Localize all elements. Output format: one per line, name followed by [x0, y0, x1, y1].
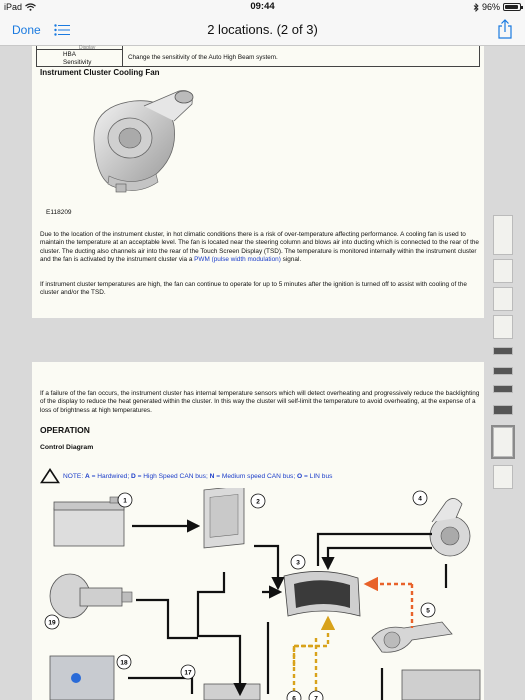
page-thumbnail[interactable] [493, 315, 513, 339]
control-diagram [32, 488, 484, 700]
callout-4 [413, 491, 427, 505]
paragraph-text: Due to the location of the instrument cluster, in hot climatic conditions there is a risk of over-temperature affecting performance. A cooling fan is used to maintain the temperature at an acceptable level. The fan is located near the steering column and blows air into ducting which is connected to the rear of the cluster. The ducting also channels air into the rear of the Touch Screen Display (TSD). The temperature is monitored internally within the instrument cluster and the fan is activated by the instrument cluster via a [40, 231, 479, 263]
device-name: iPad [4, 2, 23, 12]
table-cell-sensitivity: Sensitivity [63, 59, 92, 66]
note-key: O [297, 472, 303, 480]
svg-text:7: 7 [314, 695, 318, 700]
page-thumbnail[interactable] [493, 347, 513, 355]
done-button[interactable]: Done [12, 23, 41, 37]
share-icon[interactable] [497, 19, 513, 39]
svg-text:4: 4 [418, 495, 422, 503]
table-cell-description: Change the sensitivity of the Auto High Beam system. [128, 54, 278, 61]
page-thumbnail[interactable] [493, 259, 513, 283]
diagram-note [40, 468, 332, 484]
bottom-module-component [402, 670, 480, 700]
pwm-link[interactable]: PWM (pulse width modulation) [194, 255, 281, 263]
note-value: = Hardwired; [89, 472, 131, 480]
svg-text:6: 6 [292, 695, 296, 700]
note-value: = High Speed CAN bus; [135, 472, 210, 480]
nav-bar [0, 14, 525, 46]
callout-17 [181, 665, 195, 679]
svg-text:3: 3 [296, 559, 300, 567]
paragraph-fan-description [40, 231, 484, 264]
battery-percent: 96% [481, 2, 500, 12]
page-thumbnail[interactable] [493, 405, 513, 415]
svg-text:18: 18 [120, 659, 128, 667]
page-thumbnail-current[interactable] [493, 427, 513, 457]
bluetooth-icon [473, 3, 479, 12]
hba-table-row [36, 46, 480, 67]
warning-triangle-icon [40, 468, 60, 484]
operation-heading: OPERATION [40, 425, 90, 435]
table-cell-hba: HBA [63, 51, 76, 58]
document-page-2[interactable] [32, 362, 484, 700]
callout-6 [287, 691, 301, 700]
note-prefix: NOTE: [63, 472, 85, 480]
callout-18 [117, 655, 131, 669]
paragraph-text: signal. [280, 255, 302, 263]
svg-text:19: 19 [48, 619, 56, 627]
page-title: 2 locations. (2 of 3) [207, 22, 318, 37]
instrument-cluster-component [284, 571, 360, 616]
cooling-fan-illustration [74, 86, 204, 206]
clock: 09:44 [250, 1, 275, 12]
battery-icon [503, 3, 521, 11]
page-thumbnail[interactable] [493, 367, 513, 375]
page-thumbnail[interactable] [493, 385, 513, 393]
svg-text:5: 5 [426, 607, 430, 615]
svg-text:17: 17 [184, 669, 192, 677]
brake-booster-component [50, 574, 132, 618]
callout-1 [118, 493, 132, 507]
page-thumbnail[interactable] [493, 465, 513, 489]
callout-5 [421, 603, 435, 617]
callout-2 [251, 494, 265, 508]
note-value: = Medium speed CAN bus; [214, 472, 298, 480]
paragraph-fan-failure: If a failure of the fan occurs, the instrument cluster has internal temperature sensors which will detect overheating and progressively reduce the backlighting of the display to reduce the heat generated within the cluster. In this way the cluster will self-limit the temperature to avoid overheating, at the expense of a loss of brightness at high temperatures. [40, 390, 480, 414]
control-diagram-heading: Control Diagram [40, 444, 94, 451]
table-cell-feature [37, 46, 123, 66]
table-cell-previous: Display [79, 45, 96, 51]
paragraph-fan-afterrun: If instrument cluster temperatures are high, the fan can continue to operate for up to 5 minutes after the ignition is turned off to assist with cooling of the cluster and/or the TSD. [40, 281, 467, 297]
callout-19 [45, 615, 59, 629]
callout-3 [291, 555, 305, 569]
junction-box-component [204, 488, 244, 548]
svg-text:1: 1 [123, 497, 127, 505]
note-value: = LIN bus [302, 472, 333, 480]
module-component [50, 656, 114, 700]
note-key: D [130, 472, 136, 480]
section-heading: Instrument Cluster Cooling Fan [40, 68, 160, 77]
bottom-center-component [204, 684, 260, 700]
page-thumbnail[interactable] [493, 215, 513, 255]
fan-component [430, 498, 470, 556]
note-key: A [84, 472, 90, 480]
battery-component [54, 497, 124, 546]
callout-7 [309, 691, 323, 700]
status-bar [0, 0, 525, 14]
figure-label: E118209 [46, 209, 72, 216]
svg-text:2: 2 [256, 498, 260, 506]
page-thumbnail[interactable] [493, 287, 513, 311]
document-page-1[interactable] [32, 46, 484, 318]
note-key: N [209, 472, 215, 480]
